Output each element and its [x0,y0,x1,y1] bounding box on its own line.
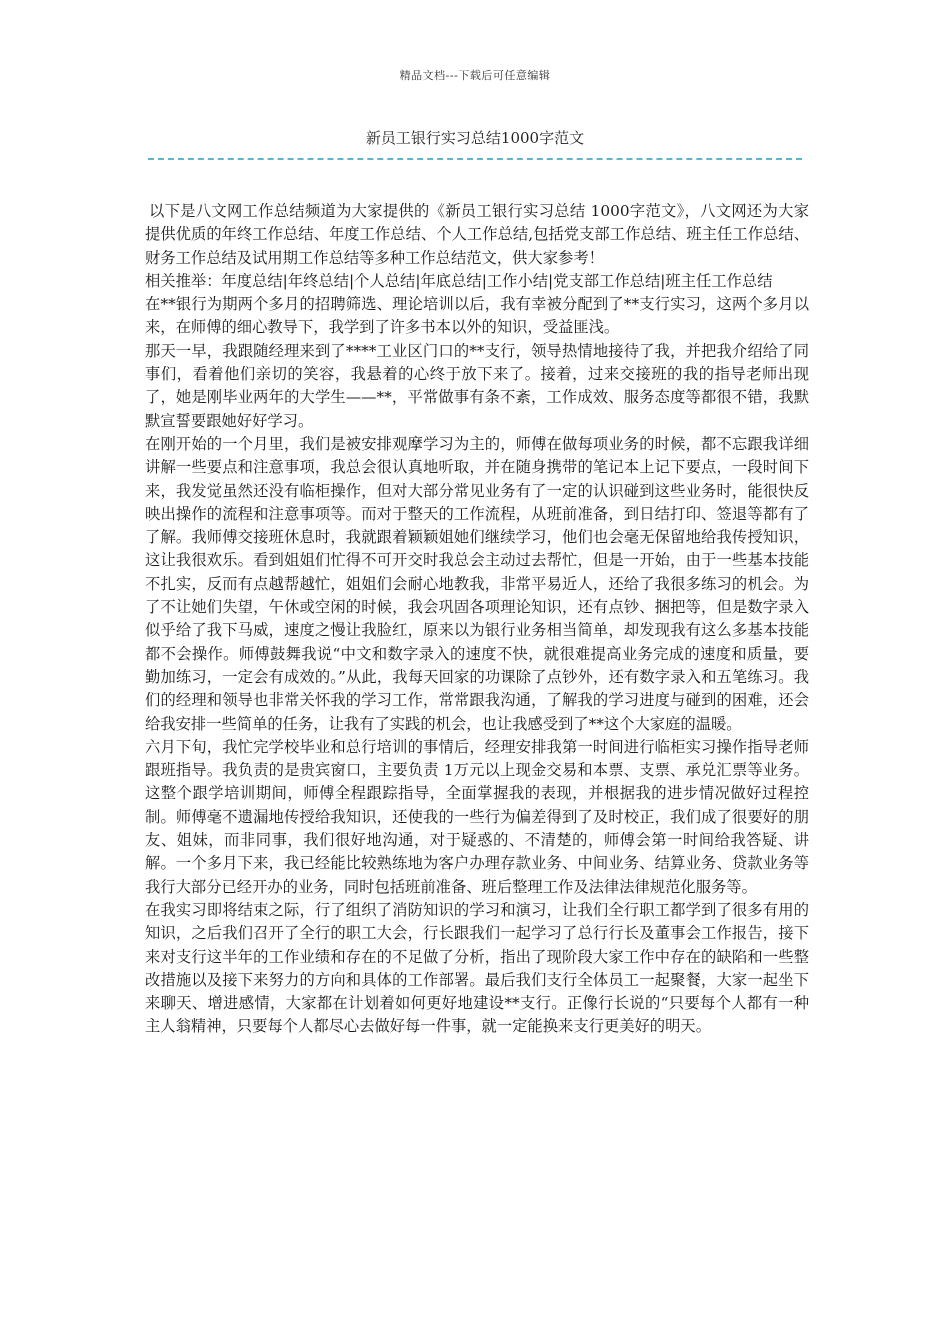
body-paragraph: 六月下旬，我忙完学校毕业和总行培训的事情后，经理安排我第一时间进行临柜实习操作指导老师跟班指导。我负责的是贵宾窗口，主要负责 1万元以上现金交易和本票、支票、承兑汇票等业务。这整个跟学培训期间，师傅全程跟踪指导，全面掌握我的表现，并根据我的进步情况做好过程控制。师傅毫不遗漏地传授给我知识，还使我的一些行为偏差得到了及时校正，我们成了很要好的朋友、姐妹，而非同事，我们很好地沟通，对于疑惑的、不清楚的，师傅会第一时间给我答疑、讲解。一个多月下来，我已经能比较熟练地为客户办理存款业务、中间业务、结算业务、贷款业务等我行大部分已经开办的业务，同时包括班前准备、班后整理工作及法律法律规范化服务等。 [145,737,809,896]
document-body [145,200,809,1039]
body-paragraph: 在刚开始的一个月里，我们是被安排观摩学习为主的，师傅在做每项业务的时候，都不忘跟我详细讲解一些要点和注意事项，我总会很认真地听取，并在随身携带的笔记本上记下要点，一段时间下来，我发觉虽然还没有临柜操作，但对大部分常见业务有了一定的认识碰到这些业务时，能很快反映出操作的流程和注意事项等。而对于整天的工作流程，从班前准备，到日结打印、签退等都有了了解。我师傅交接班休息时，我就跟着颖颖姐她们继续学习，他们也会毫无保留地给我传授知识，这让我很欢乐。看到姐姐们忙得不可开交时我总会主动过去帮忙，但是一开始，由于一些基本技能不扎实，反而有点越帮越忙，姐姐们会耐心地教我，非常平易近人，还给了我很多练习的机会。为了不让她们失望，午休或空闲的时候，我会巩固各项理论知识，还有点钞、捆把等，但是数字录入似乎给了我下马威，速度之慢让我脸红，原来以为银行业务相当简单，却发现我有这么多基本技能都不会操作。师傅鼓舞我说“中文和数字录入的速度不快，就很难提高业务完成的速度和质量，要勤加练习，一定会有成效的。”从此，我每天回家的功课除了点钞外，还有数字录入和五笔练习。我们的经理和领导也非常关怀我的学习工作，常常跟我沟通，了解我的学习进度与碰到的困难，还会给我安排一些简单的任务，让我有了实践的机会，也让我感受到了**这个大家庭的温暖。 [145,434,809,733]
body-paragraph: 在我实习即将结束之际，行了组织了消防知识的学习和演习，让我们全行职工都学到了很多有用的知识，之后我们召开了全行的职工大会，行长跟我们一起学习了总行行长及董事会工作报告，接下来对支行这半年的工作业绩和存在的不足做了分析，指出了现阶段大家工作中存在的缺陷和一些整改措施以及接下来努力的方向和具体的工作部署。最后我们支行全体员工一起聚餐，大家一起坐下来聊天、增进感情，大家都在计划着如何更好地建设**支行。正像行长说的“只要每个人都有一种主人翁精神，只要每个人都尽心去做好每一件事，就一定能换来支行更美好的明天。 [145,900,809,1036]
body-paragraph: 那天一早，我跟随经理来到了****工业区门口的**支行，领导热情地接待了我，并把我介绍给了同事们，看着他们亲切的笑容，我悬着的心终于放下来了。接着，过来交接班的我的指导老师出现了，她是刚毕业两年的大学生——**，平常做事有条不紊，工作成效、服务态度等都很不错，我默默宣誓要跟她好好学习。 [145,341,809,430]
intro-paragraph: 以下是八文网工作总结频道为大家提供的《新员工银行实习总结 1000字范文》，八文网还为大家提供优质的年终工作总结、年度工作总结、个人工作总结,包括党支部工作总结、班主任工作总结、财务工作总结及试用期工作总结等多种工作总结范文，供大家参考！ [145,202,809,267]
body-paragraph: 在**银行为期两个多月的招聘筛选、理论培训以后，我有幸被分配到了**支行实习，这两个多月以来，在师傅的细心教导下，我学到了许多书本以外的知识，受益匪浅。 [145,295,809,337]
recommend-paragraph: 相关推举：年度总结|年终总结|个人总结|年底总结|工作小结|党支部工作总结|班主任工作总结 [145,271,773,290]
header-note: 精品文档---下载后可任意编辑 [399,69,551,82]
title-divider [148,158,802,160]
document-title: 新员工银行实习总结1000字范文 [365,129,585,147]
